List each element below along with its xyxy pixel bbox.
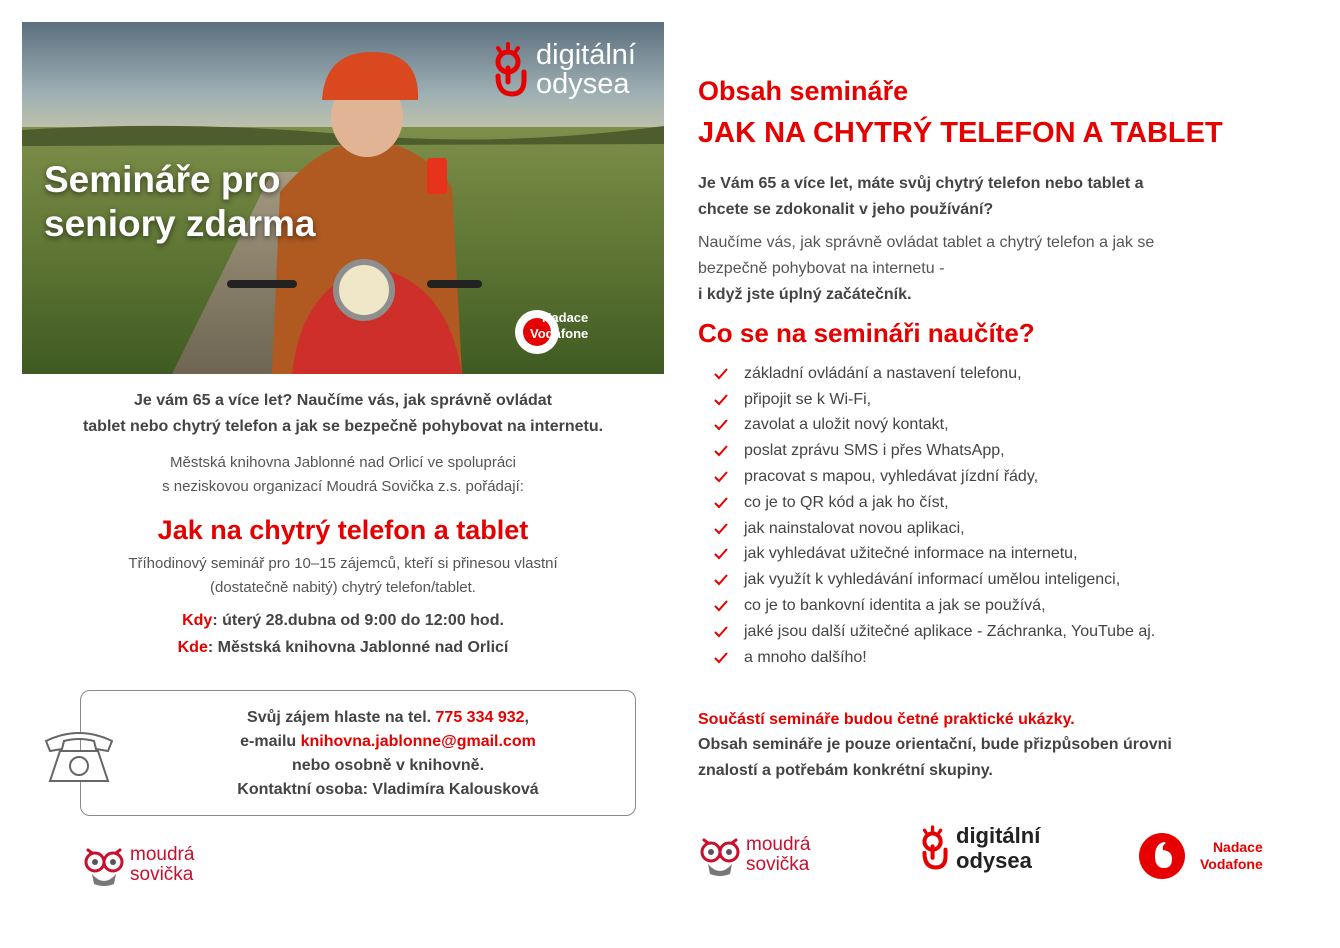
owl-logo-line2: sovička xyxy=(130,864,194,885)
learn-item-text: jak vyhledávat užitečné informace na internetu, xyxy=(744,545,1078,563)
learn-list-item xyxy=(714,387,1155,413)
checkmark-icon xyxy=(714,548,728,560)
owl-logo-line1: moudrá xyxy=(130,844,195,865)
bottom-odysea-line1: digitální xyxy=(956,823,1041,848)
hero-sponsor-line2: Vodafone xyxy=(530,326,589,341)
target-question xyxy=(698,171,1144,223)
checkmark-icon xyxy=(714,523,728,535)
learn-list-item xyxy=(714,542,1155,568)
contact-line-phone xyxy=(150,706,626,730)
checkmark-icon xyxy=(714,600,728,612)
touch-hand-icon xyxy=(490,40,532,100)
question-line2: chcete se zdokonalit v jeho používání? xyxy=(698,201,994,218)
footer-highlight: Součástí semináře budou četné praktické ukázky. xyxy=(698,711,1075,728)
learn-item-text: jak nainstalovat novou aplikaci, xyxy=(744,519,965,537)
contact-email-prefix: e-mailu xyxy=(240,733,301,750)
organizers-text xyxy=(22,451,664,499)
hero-nadace-vodafone-logo xyxy=(516,310,588,342)
bottom-vodafone-line2: Vodafone xyxy=(1200,856,1263,872)
checkmark-icon xyxy=(714,471,728,483)
checkmark-icon xyxy=(714,652,728,664)
event-when xyxy=(22,608,664,634)
intro-paragraph xyxy=(698,230,1154,308)
contact-line-inperson: nebo osobně v knihovně. xyxy=(291,757,485,774)
contact-phone-prefix: Svůj zájem hlaste na tel. xyxy=(247,709,436,726)
footer-note xyxy=(698,732,1172,784)
learn-item-text: jaké jsou další užitečné aplikace - Záchranka, YouTube aj. xyxy=(744,622,1156,640)
learn-list-item xyxy=(714,438,1155,464)
learn-list-item xyxy=(714,490,1155,516)
owl-icon xyxy=(698,832,742,878)
organizers-line2: s neziskovou organizací Moudrá Sovička z.s. pořádají: xyxy=(162,478,524,495)
learn-list-item xyxy=(714,645,1155,671)
learn-item-text: jak využít k vyhledávání informací umělou inteligenci, xyxy=(744,571,1121,589)
para-line2-bold: i když jste úplný začátečník. xyxy=(698,286,912,303)
hero-logo-line1: digitální xyxy=(536,39,636,71)
when-value: : úterý 28.dubna od 9:00 do 12:00 hod. xyxy=(212,612,504,629)
question-line1: Je Vám 65 a více let, máte svůj chytrý telefon nebo tablet a xyxy=(698,175,1144,192)
learn-item-text: zavolat a uložit nový kontakt, xyxy=(744,416,949,434)
para-line2 xyxy=(698,256,1154,308)
learn-list-item xyxy=(714,464,1155,490)
content-subheading: JAK NA CHYTRÝ TELEFON A TABLET xyxy=(698,117,1223,149)
para-line1: Naučíme vás, jak správně ovládat tablet a chytrý telefon a jak se xyxy=(698,234,1155,251)
moudra-sovicka-logo-right xyxy=(698,832,810,878)
learn-list-item xyxy=(714,567,1155,593)
learn-heading: Co se na semináři naučíte? xyxy=(698,318,1035,348)
hero-title xyxy=(44,158,315,246)
hero-sponsor-line1: Nadace xyxy=(542,310,589,325)
learn-item-text: co je to bankovní identita a jak se používá, xyxy=(744,597,1046,615)
learn-item-text: pracovat s mapou, vyhledávat jízdní řády, xyxy=(744,468,1039,486)
hero-title-line1: Semináře pro xyxy=(44,159,281,200)
contact-phone-suffix: , xyxy=(524,709,529,726)
vodafone-speechmark-icon xyxy=(1138,832,1186,880)
hero-logo-line2: odysea xyxy=(536,68,630,100)
intro-bold xyxy=(22,388,664,440)
event-description xyxy=(22,552,664,600)
digitalni-odysea-logo-bottom xyxy=(918,818,1040,878)
para-line2-prefix: bezpečně pohybovat na internetu - xyxy=(698,260,945,277)
telephone-icon xyxy=(42,727,116,785)
checkmark-icon xyxy=(714,445,728,457)
hero-banner xyxy=(22,22,664,374)
contact-email-link[interactable]: knihovna.jablonne@gmail.com xyxy=(300,733,536,750)
where-label: Kde xyxy=(177,639,208,656)
checkmark-icon xyxy=(714,419,728,431)
contact-line-person: Kontaktní osoba: Vladimíra Kalousková xyxy=(237,781,539,798)
learn-item-text: základní ovládání a nastavení telefonu, xyxy=(744,364,1022,382)
hero-title-line2: seniory zdarma xyxy=(44,203,316,244)
organizers-line1: Městská knihovna Jablonné nad Orlicí ve spolupráci xyxy=(169,454,517,471)
intro-bold-line2: tablet nebo chytrý telefon a jak se bezpečně pohybovat na internetu. xyxy=(82,418,604,435)
when-label: Kdy xyxy=(182,612,213,629)
learn-list-item xyxy=(714,593,1155,619)
contact-info xyxy=(150,706,626,802)
learn-list xyxy=(714,361,1155,671)
event-title: Jak na chytrý telefon a tablet xyxy=(157,515,529,545)
owl-logo-right-line1: moudrá xyxy=(746,834,811,855)
footer-note-line2: znalostí a potřebám konkrétní skupiny. xyxy=(698,762,993,779)
checkmark-icon xyxy=(714,368,728,380)
nadace-vodafone-logo-bottom xyxy=(1138,832,1263,880)
owl-icon xyxy=(82,842,126,888)
learn-list-item xyxy=(714,413,1155,439)
owl-logo-right-line2: sovička xyxy=(746,854,810,875)
learn-list-item xyxy=(714,516,1155,542)
event-where xyxy=(22,635,664,661)
contact-phone-link[interactable]: 775 334 932 xyxy=(435,709,525,726)
footer-note-line1: Obsah semináře je pouze orientační, bude přizpůsoben úrovni xyxy=(698,736,1172,753)
intro-bold-line1: Je vám 65 a více let? Naučíme vás, jak správně ovládat xyxy=(133,392,552,409)
digitalni-odysea-logo xyxy=(490,40,636,100)
moudra-sovicka-logo-left xyxy=(82,842,194,888)
checkmark-icon xyxy=(714,497,728,509)
learn-item-text: a mnoho dalšího! xyxy=(744,648,867,666)
learn-item-text: poslat zprávu SMS i přes WhatsApp, xyxy=(744,442,1005,460)
checkmark-icon xyxy=(714,394,728,406)
checkmark-icon xyxy=(714,574,728,586)
contact-line-email xyxy=(150,730,626,754)
learn-item-text: co je to QR kód a jak ho číst, xyxy=(744,493,949,511)
learn-list-item xyxy=(714,619,1155,645)
bottom-vodafone-line1: Nadace xyxy=(1212,839,1263,855)
learn-item-text: připojit se k Wi-Fi, xyxy=(744,390,872,408)
learn-list-item xyxy=(714,361,1155,387)
checkmark-icon xyxy=(714,626,728,638)
event-desc-line2: (dostatečně nabitý) chytrý telefon/tablet. xyxy=(210,579,476,596)
content-heading: Obsah semináře xyxy=(698,76,909,106)
touch-hand-icon xyxy=(918,818,952,878)
where-value: : Městská knihovna Jablonné nad Orlicí xyxy=(207,639,509,656)
bottom-odysea-line2: odysea xyxy=(956,848,1032,873)
event-desc-line1: Tříhodinový seminář pro 10–15 zájemců, kteří si přinesou vlastní xyxy=(128,555,558,572)
